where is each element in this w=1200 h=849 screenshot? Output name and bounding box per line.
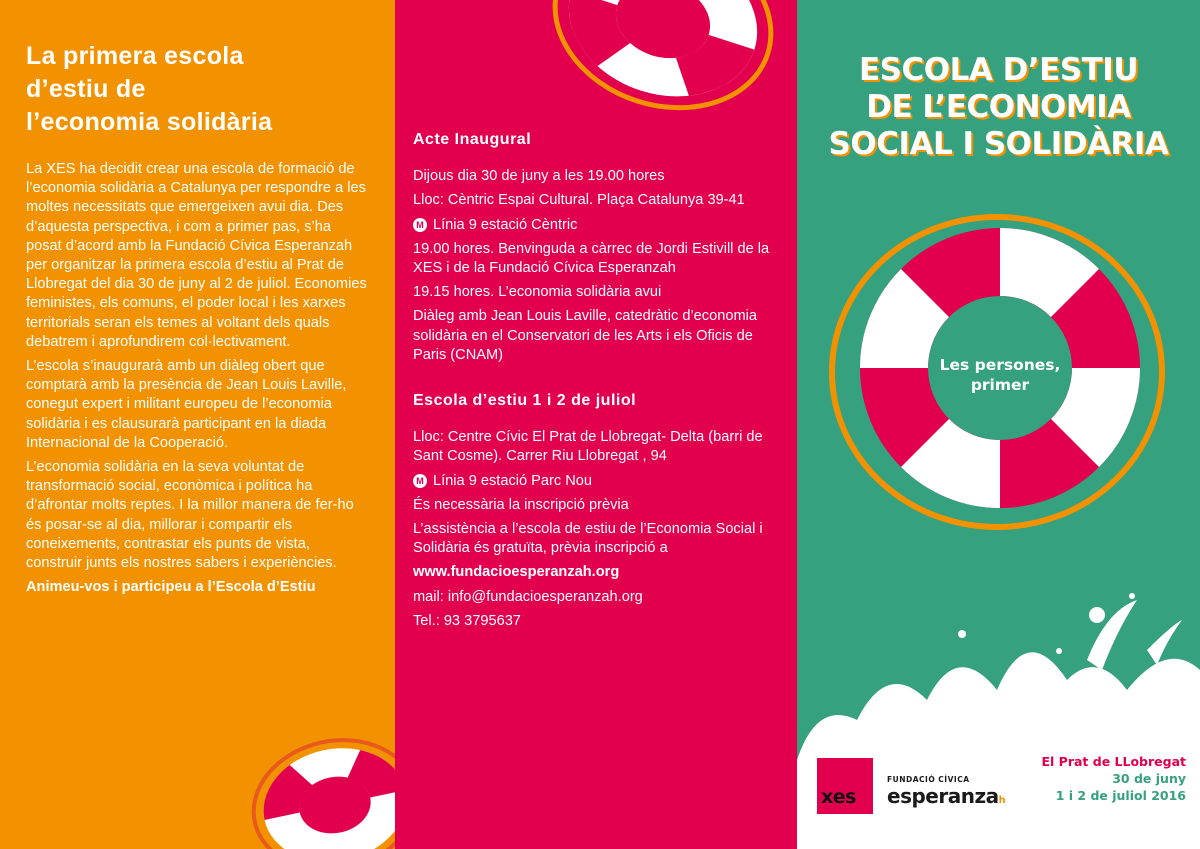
esperanzah-logo-h: h [998,795,1006,806]
inaugural-heading: Acte Inaugural [413,131,532,148]
inaugural-metro [413,216,785,235]
metro-line-text: Línia 9 estació Cèntric [433,216,578,233]
attendance-note: L’assistència a l’escola de estiu de l’Economia Social i Solidària és gratuïta, prèvia inscripció a [413,521,763,557]
left-title-line: l’economia solidària [26,108,273,136]
middle-panel [395,0,797,849]
event-details [413,130,785,636]
cover-title-line: ESCOLA D’ESTIU [858,52,1138,88]
metro-icon: M [413,474,427,488]
summer-school-place: Lloc: Centre Cívic El Prat de Llobregat- Delta (barri de Sant Cosme). Carrer Riu Llobregat , 94 [413,429,763,465]
left-title-line: La primera escola [26,42,244,70]
phone-number: Tel.: 93 3795637 [413,612,521,629]
esperanzah-logo [887,775,1006,807]
email-link[interactable]: mail: info@fundacioesperanzah.org [413,588,643,605]
welcome-item: 19.00 hores. Benvinguda a càrrec de Jordi Estivill de la XES i de la Fundació Cívica Esperanzah [413,240,770,277]
lifebuoy-label [915,355,1085,395]
inaugural-place: Lloc: Cèntric Espai Cultural. Plaça Catalunya 39-41 [413,192,745,209]
inauguration-paragraph: L’escola s’inaugurarà amb un diàleg obert que comptarà amb la presència de Jean Louis Laville, conegut expert i militant europeu de l’economia solidària i es clausurarà participant en la diada Internacional de la Cooperació. [26,358,347,451]
lifebuoy-top-illustration [395,0,797,130]
date-school: 1 i 2 de juliol 2016 [1055,788,1186,803]
challenges-paragraph: L’economia solidària en la seva voluntat de transformació social, econòmica i política ha d’afrontar molts reptes. I la millor manera de fer-ho és posar-se al dia, millorar i compartir els coneixements, contrastar els punts de vista, construir junts els nostres sabers i experiències. [26,459,354,572]
city-name: El Prat de LLobregat [1041,754,1186,769]
dialogue-item: Diàleg amb Jean Louis Laville, catedràtic d’economia solidària en el Conservatori de les Arts i els Oficis de Paris (CNAM) [413,308,757,363]
left-title-line: d’estiu de [26,75,146,103]
lifebuoy-label-line: Les persones, [939,356,1061,374]
call-to-action: Animeu-vos i participeu a l’Escola d’Estiu [26,579,316,596]
right-panel [797,0,1200,849]
metro-icon: M [413,218,427,232]
xes-logo-text: xes [821,786,856,808]
xes-logo [817,758,873,814]
cover-title-line: DE L’ECONOMIA [866,89,1131,125]
cover-title-line: SOCIAL I SOLIDÀRIA [828,126,1169,162]
talk-item: 19.15 hores. L’economia solidària avui [413,284,662,301]
esperanzah-logo-subtitle: FUNDACIÓ CÍVICA [887,775,970,784]
lifebuoy-label-line: primer [970,376,1030,394]
lifebuoy-main-illustration [797,0,1200,849]
inaugural-date: Dijous dia 30 de juny a les 19.00 hores [413,168,665,185]
esperanzah-logo-wordmark: esperanza [887,784,999,808]
summer-school-heading: Escola d’estiu 1 i 2 de juliol [413,392,637,410]
location-dates [1041,753,1186,804]
registration-note: És necessària la inscripció prèvia [413,496,629,513]
summer-school-metro [413,472,785,491]
lifebuoy-left-illustration [0,0,395,849]
left-panel [0,0,395,849]
date-inaugural: 30 de juny [1112,771,1186,786]
intro-paragraph: La XES ha decidit crear una escola de formació de l’economia solidària a Catalunya per respondre a les moltes necessitats que emergeixen avui dia. Des d’aquesta perspectiva, i com a primer pas, s’ha posat d’acord amb la Fundació Cívica Esperanzah per organitzar la primera escola d’estiu al Prat de Llobregat del dia 30 de juny al 2 de juliol. Economies feministes, els comuns, el poder local i les xarxes territorials seran els temes al voltant dels quals debatrem i aprofundirem col·lectivament. [26,161,367,350]
website-link[interactable]: www.fundacioesperanzah.org [413,564,620,581]
metro-line-text: Línia 9 estació Parc Nou [433,472,592,489]
